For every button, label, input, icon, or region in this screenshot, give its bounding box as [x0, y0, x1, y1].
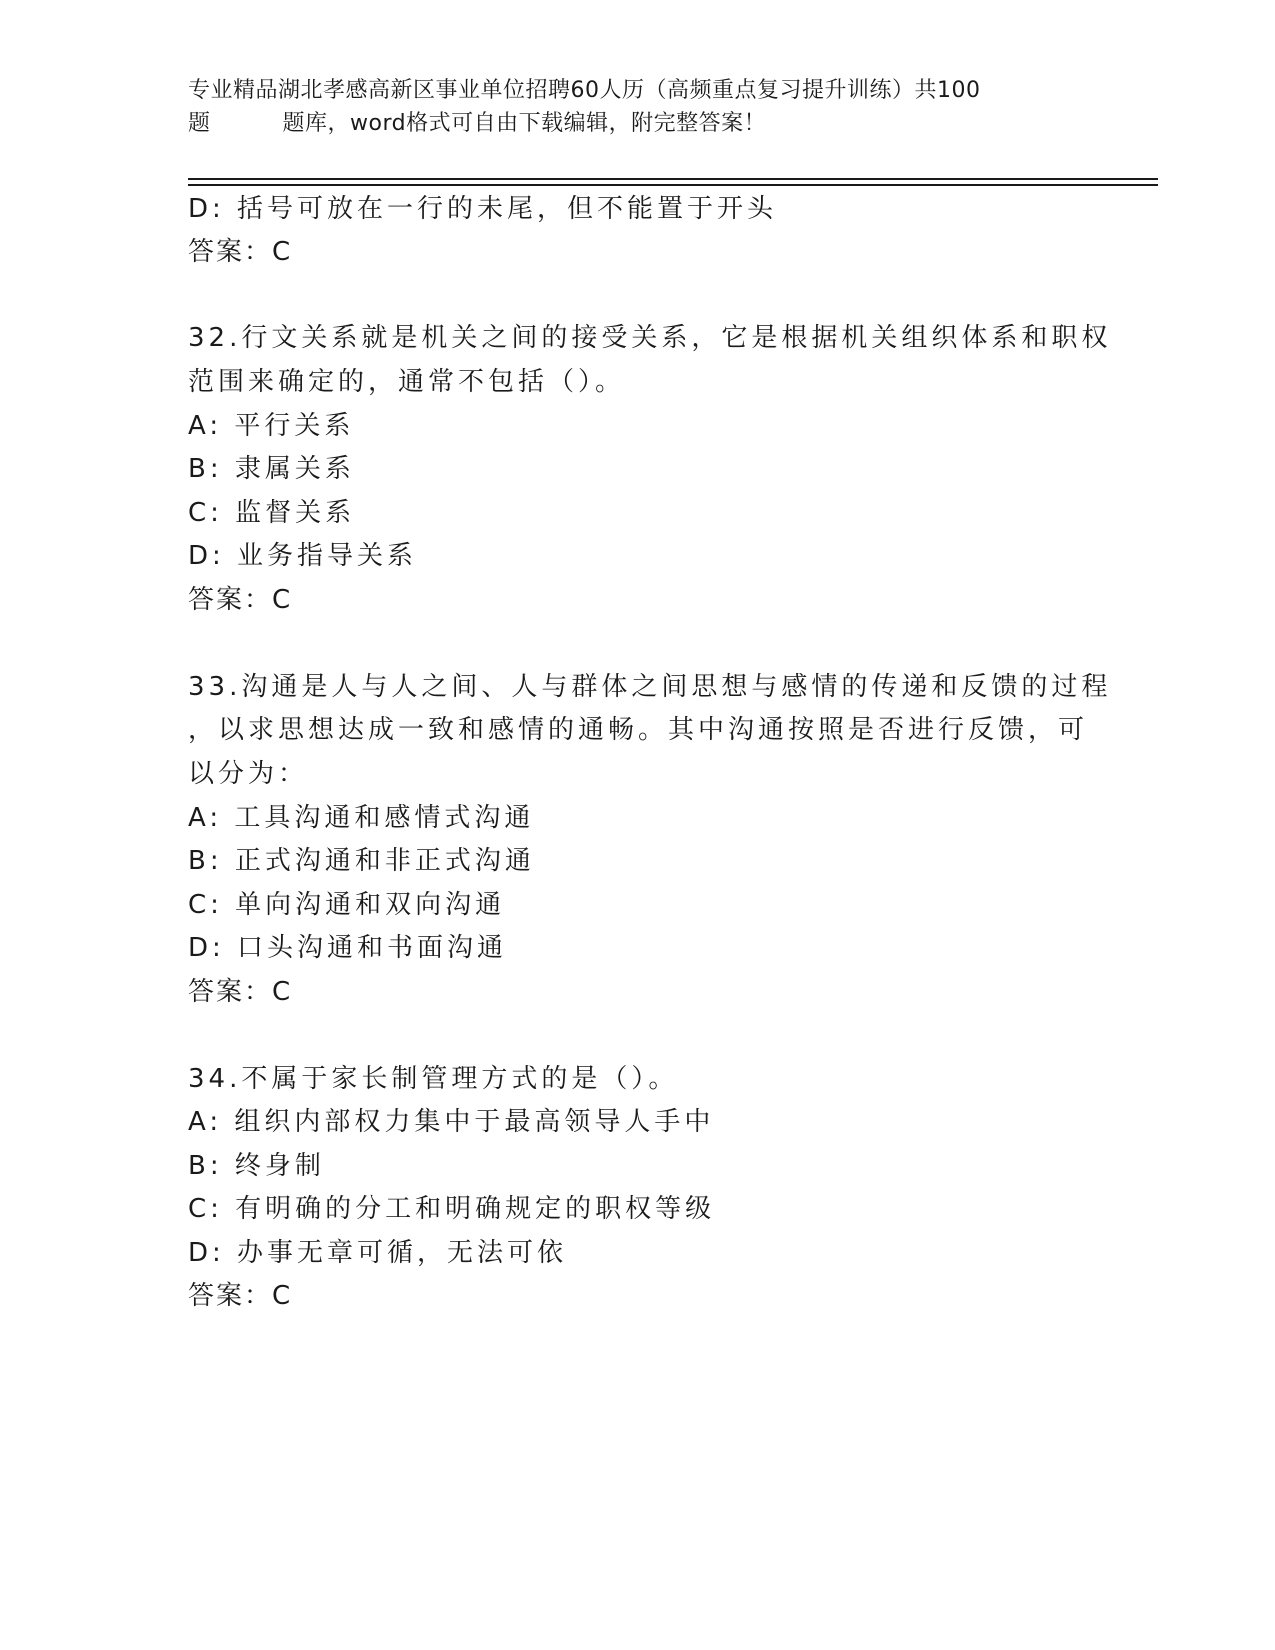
prev-question-option-d: D: 括号可放在一行的未尾，但不能置于开头	[188, 194, 778, 224]
q34-option-c: C: 有明确的分工和明确规定的职权等级	[188, 1194, 716, 1224]
q33-option-a: A: 工具沟通和感情式沟通	[188, 803, 535, 833]
header-divider-top	[188, 178, 1158, 180]
q34-stem-line-1: 34.不属于家长制管理方式的是（）。	[188, 1064, 679, 1094]
header-title-line-2-start: 题	[188, 111, 211, 136]
q32-stem-line-1: 32.行文关系就是机关之间的接受关系，它是根据机关组织体系和职权	[188, 323, 1112, 353]
q32-option-d: D: 业务指导关系	[188, 541, 418, 571]
q33-option-b: B: 正式沟通和非正式沟通	[188, 846, 535, 876]
header-title-line-2-rest: 题库，word格式可自由下载编辑，附完整答案！	[282, 111, 767, 136]
q33-option-d: D: 口头沟通和书面沟通	[188, 933, 508, 963]
q34-option-a: A: 组织内部权力集中于最高领导人手中	[188, 1107, 715, 1137]
q32-option-c: C: 监督关系	[188, 498, 356, 528]
q33-stem-line-2: ，以求思想达成一致和感情的通畅。其中沟通按照是否进行反馈，可	[188, 715, 1089, 745]
header-title-line-1: 专业精品湖北孝感高新区事业单位招聘60人历（高频重点复习提升训练）共100	[188, 78, 981, 103]
q32-option-a: A: 平行关系	[188, 411, 355, 441]
q33-stem-line-1: 33.沟通是人与人之间、人与群体之间思想与感情的传递和反馈的过程	[188, 672, 1112, 702]
header-divider-bottom	[188, 184, 1158, 186]
document-header	[188, 74, 1068, 140]
q34-answer: 答案：C	[188, 1281, 293, 1311]
q32-option-b: B: 隶属关系	[188, 454, 355, 484]
q33-answer: 答案：C	[188, 977, 293, 1007]
q32-stem-line-2: 范围来确定的，通常不包括（）。	[188, 367, 626, 397]
header-title-line-2	[188, 107, 1068, 140]
prev-question-answer: 答案：C	[188, 237, 293, 267]
q34-option-d: D: 办事无章可循，无法可依	[188, 1238, 568, 1268]
q34-option-b: B: 终身制	[188, 1151, 325, 1181]
q33-stem-line-3: 以分为：	[188, 759, 309, 789]
q32-answer: 答案：C	[188, 585, 293, 615]
q33-option-c: C: 单向沟通和双向沟通	[188, 890, 506, 920]
